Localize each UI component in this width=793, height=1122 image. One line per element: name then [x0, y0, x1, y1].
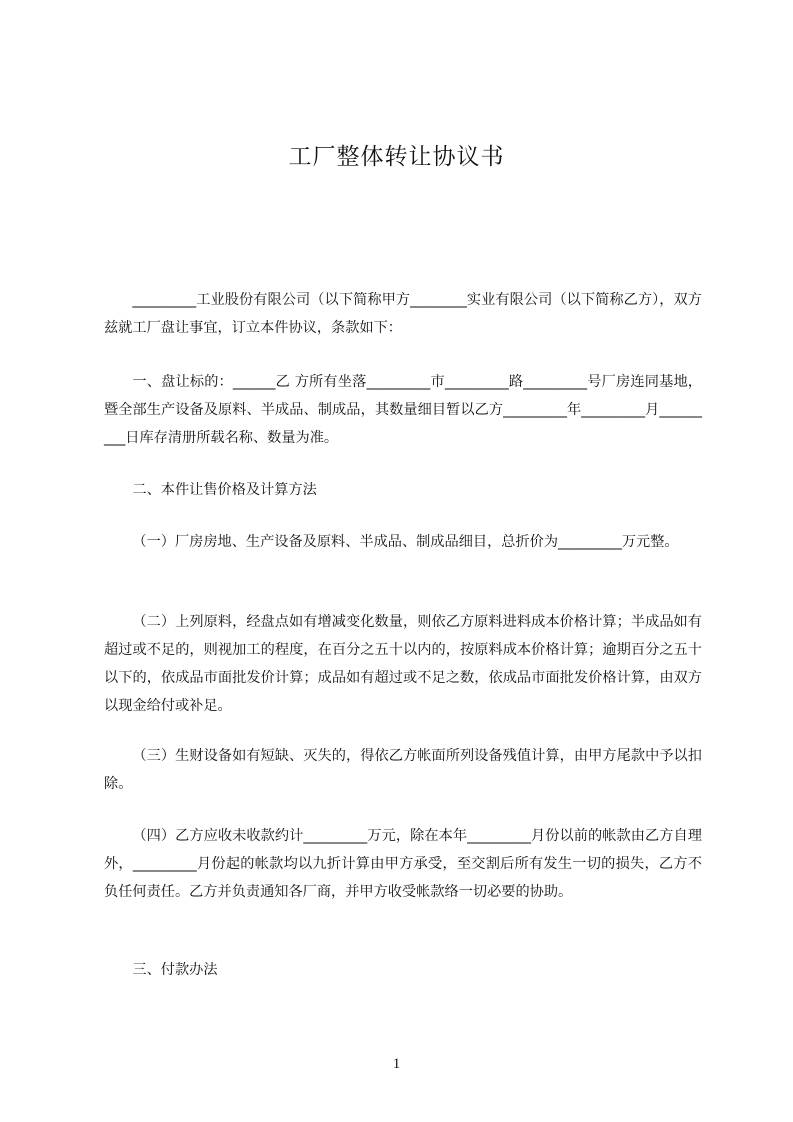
section-2-item-3: （三）生财设备如有短缺、灭失的，得依乙方帐面所列设备残值计算，由甲方尾款中予以扣除。: [104, 748, 702, 792]
document-title: 工厂整体转让协议书: [288, 144, 505, 170]
section-1-transfer-subject: 一、盘让标的：______乙 方所有坐落_________市_________路_________号厂房连同基地，暨全部生产设备及原料、半成品、制成品，其数量细目暂以乙方_________年_________月_________日库存清册所载名称、数量为准。: [104, 374, 702, 446]
section-2-heading: 二、本件让售价格及计算方法: [132, 482, 317, 498]
section-3-heading: 三、付款办法: [132, 962, 218, 978]
section-2-item-2: （二）上列原料，经盘点如有增减变化数量，则依乙方原料进料成本价格计算；半成品如有超过或不足的，则视加工的程度，在百分之五十以内的，按原料成本价格计算；逾期百分之五十以下的，依成品市面批发价计算；成品如有超过或不足之数，依成品市面批发价格计算，由双方以现金给付或补足。: [104, 614, 702, 714]
section-2-item-1: （一）厂房房地、生产设备及原料、半成品、制成品细目，总折价为_________万元整。: [132, 534, 679, 550]
intro-paragraph: _________工业股份有限公司（以下简称甲方________实业有限公司（以下简称乙方），双方兹就工厂盘让事宜，订立本件协议，条款如下：: [104, 292, 702, 336]
section-2-item-4: （四）乙方应收未收款约计_________万元，除在本年_________月份以前的帐款由乙方自理外，_________月份起的帐款均以九折计算由甲方承受，至交割后所有发生一切的损失，乙方不负任何责任。乙方并负责通知各厂商，并甲方收受帐款络一切必要的协助。: [104, 828, 702, 900]
page-number: 1: [392, 1056, 401, 1072]
